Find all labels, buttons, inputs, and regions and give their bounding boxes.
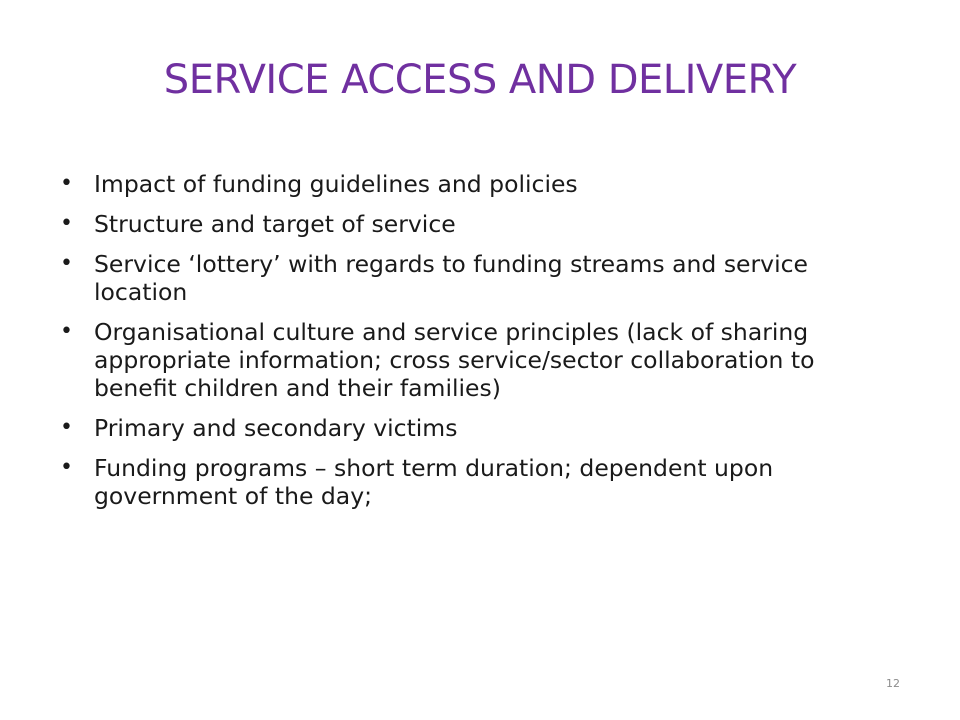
bullet-text: Primary and secondary victims <box>94 414 458 442</box>
bullet-text: Structure and target of service <box>94 210 456 238</box>
bullet-icon: • <box>60 415 73 440</box>
bullet-text: Organisational culture and service principles (lack of sharing appropriate information; cross service/sector collaboration to benefit children and their families) <box>94 318 815 402</box>
page-number: 12 <box>886 677 900 690</box>
bullet-icon: • <box>60 455 73 480</box>
bullet-item <box>60 250 860 306</box>
bullet-text: Service ‘lottery’ with regards to funding streams and service location <box>94 250 808 306</box>
bullet-icon: • <box>60 211 73 236</box>
bullet-text: Funding programs – short term duration; dependent upon government of the day; <box>94 454 774 510</box>
slide-title: SERVICE ACCESS AND DELIVERY <box>163 57 797 103</box>
bullet-item <box>60 170 860 198</box>
bullet-icon: • <box>60 251 73 276</box>
bullet-list <box>60 170 860 522</box>
bullet-item <box>60 318 860 402</box>
bullet-text: Impact of funding guidelines and policies <box>94 170 578 198</box>
bullet-icon: • <box>60 319 73 344</box>
bullet-item <box>60 414 860 442</box>
bullet-item <box>60 210 860 238</box>
bullet-icon: • <box>60 171 73 196</box>
bullet-item <box>60 454 860 510</box>
